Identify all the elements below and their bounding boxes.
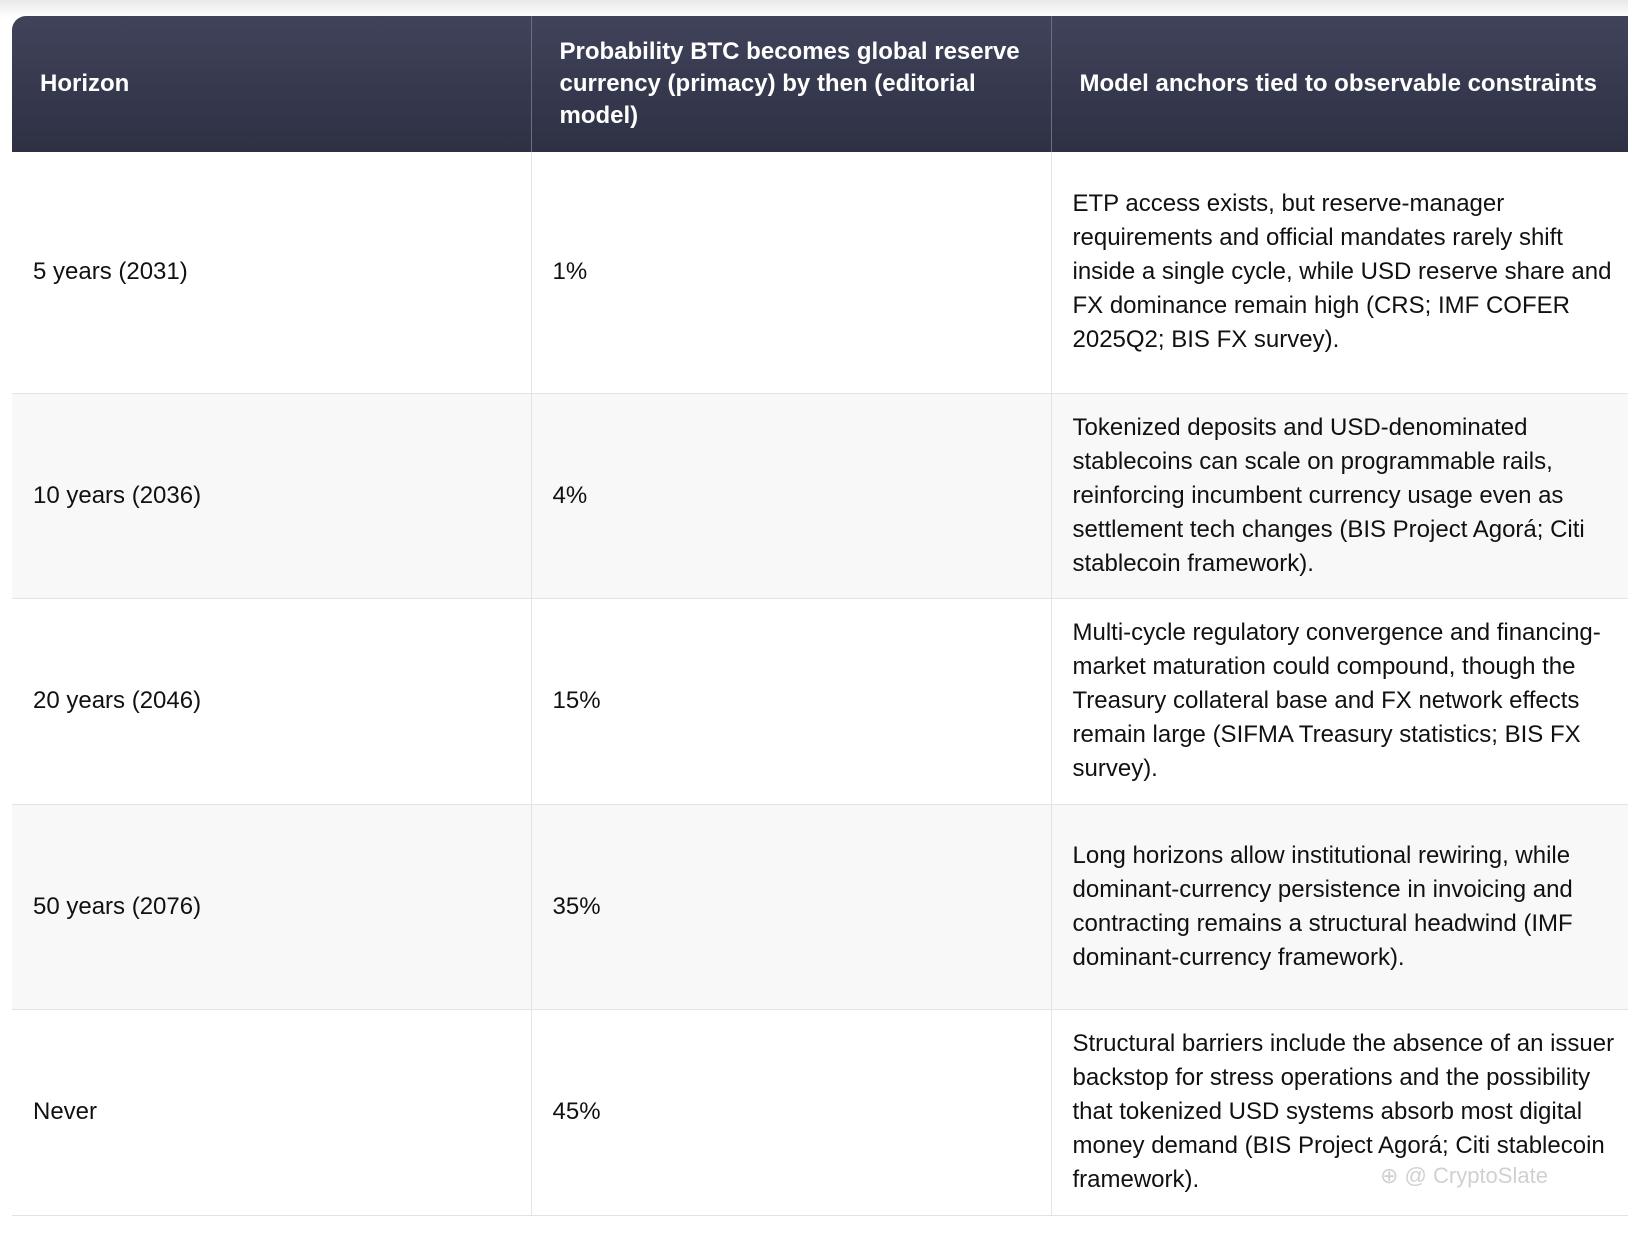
- table-body: [12, 152, 1628, 1215]
- cell-probability: 15%: [531, 598, 1051, 804]
- cell-anchors: Structural barriers include the absence of an issuer backstop for stress operations and the possibility that tokenized USD systems absorb most digital money demand (BIS Project Agorá; Citi stablecoin framework).: [1051, 1009, 1628, 1215]
- table-row: [12, 1009, 1628, 1215]
- cell-probability: 45%: [531, 1009, 1051, 1215]
- cell-horizon: 10 years (2036): [12, 393, 531, 598]
- cell-anchors: ETP access exists, but reserve-manager requirements and official mandates rarely shift inside a single cycle, while USD reserve share and FX dominance remain high (CRS; IMF COFER 2025Q2; BIS FX survey).: [1051, 152, 1628, 393]
- header-horizon: Horizon: [12, 16, 531, 152]
- cell-anchors: Long horizons allow institutional rewiring, while dominant-currency persistence in invoicing and contracting remains a structural headwind (IMF dominant-currency framework).: [1051, 804, 1628, 1009]
- table-container: [12, 16, 1628, 1216]
- cell-probability: 35%: [531, 804, 1051, 1009]
- probability-table: [12, 16, 1628, 1216]
- cell-probability: 4%: [531, 393, 1051, 598]
- watermark: ⊕ @ CryptoSlate: [1380, 1163, 1548, 1188]
- cell-horizon: 20 years (2046): [12, 598, 531, 804]
- cell-anchors: Multi-cycle regulatory convergence and financing-market maturation could compound, though the Treasury collateral base and FX network effects remain large (SIFMA Treasury statistics; BIS FX survey).: [1051, 598, 1628, 804]
- cell-horizon: Never: [12, 1009, 531, 1215]
- table-row: [12, 152, 1628, 393]
- header-anchors: Model anchors tied to observable constraints: [1051, 16, 1628, 152]
- cell-anchors: Tokenized deposits and USD-denominated stablecoins can scale on programmable rails, reinforcing incumbent currency usage even as settlement tech changes (BIS Project Agorá; Citi stablecoin framework).: [1051, 393, 1628, 598]
- cell-horizon: 50 years (2076): [12, 804, 531, 1009]
- header-row: [12, 16, 1628, 152]
- header-probability: Probability BTC becomes global reserve currency (primacy) by then (editorial model): [531, 16, 1051, 152]
- table-row: [12, 804, 1628, 1009]
- cell-probability: 1%: [531, 152, 1051, 393]
- table-header: [12, 16, 1628, 152]
- table-row: [12, 393, 1628, 598]
- table-row: [12, 598, 1628, 804]
- cell-horizon: 5 years (2031): [12, 152, 531, 393]
